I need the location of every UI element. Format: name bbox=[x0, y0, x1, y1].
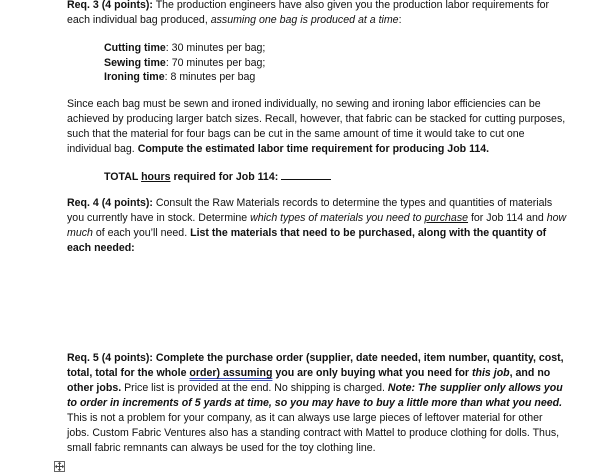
table-move-handle-icon[interactable] bbox=[54, 461, 65, 472]
sewing-time: Sewing time: 70 minutes per bag; bbox=[104, 56, 266, 69]
req4-paragraph: Req. 4 (4 points): Consult the Raw Materials records to determine the types and quantities of materials you currently have in stock. Determine which types of materials you need to purchase for Job 114 and how much of each you’ll need. List the materials that need to be purchased, along with the quantity of each needed: bbox=[67, 197, 567, 254]
req3-body: Since each bag must be sewn and ironed individually, no sewing and ironing labor efficiencies can be achieved by producing larger batch sizes. Recall, however, that fabric can be stacked for cutting purposes, such that the material for four bags can be cut in the same amount of time it would take to cut one individual bag. Compute the estimated labor time requirement for producing Job 114. bbox=[67, 98, 566, 155]
spellcheck-underline: order) assuming bbox=[189, 367, 273, 379]
req4-label: Req. 4 (4 points): bbox=[67, 197, 153, 209]
req5-paragraph: Req. 5 (4 points): Complete the purchase order (supplier, date needed, item number, quantity, cost, total, total for the whole order) assuming you are only buying what you need for this job, and no other jobs. Price list is provided at the end. No shipping is charged. Note: The supplier only allows you to order in increments of 5 yards at time, so you may have to buy a little more than what you need. This is not a problem for your company, as it can always use large pieces of leftover material for other jobs. Custom Fabric Ventures also has a standing contract with Mattel to produce clothing for dolls. Thus, small fabric remnants can always be used for the toy clothing line. bbox=[67, 352, 564, 454]
ironing-time: Ironing time: 8 minutes per bag bbox=[104, 71, 256, 83]
req3-intro: Req. 3 (4 points): The production engineers have also given you the production labor requirements for each individual bag produced, assuming one bag is produced at a time: bbox=[67, 0, 550, 26]
cutting-time: Cutting time: 30 minutes per bag; bbox=[104, 42, 266, 54]
req5-label: Req. 5 (4 points): bbox=[67, 352, 153, 364]
total-hours-line: TOTAL hours required for Job 114: bbox=[104, 170, 331, 183]
answer-blank[interactable] bbox=[281, 170, 331, 180]
req3-label: Req. 3 (4 points): bbox=[67, 0, 153, 11]
labor-times-list bbox=[104, 41, 265, 85]
